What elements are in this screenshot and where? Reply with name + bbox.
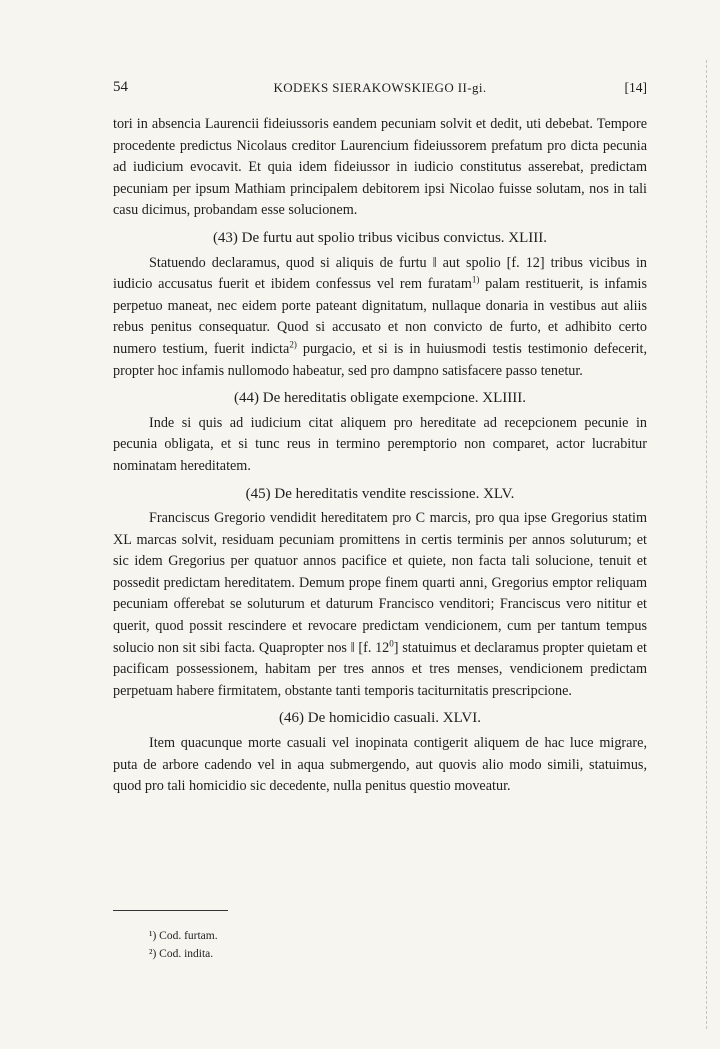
footnote-2: ²) Cod. indita. [149, 948, 214, 960]
paragraph-44: Inde si quis ad iudicium citat aliquem pro hereditate ad recepcionem pecunie in pecunia obligata, et si tunc reus in termino peremptorio non comparet, actor lucrabitur nominatam hereditatem. [113, 414, 647, 474]
section-heading-46: (46) De homicidio casuali. XLVI. [279, 710, 481, 727]
section-heading-44: (44) De hereditatis obligate exempcione. XLIIII. [234, 390, 526, 407]
paragraph-45-part-b: ] statuimus et declaramus propter quietam et pacificam possessionem, habitam per tres annos et tres menses, vendicionem predictam perpetuam habere firmitatem, obstante tanti temporis taciturnitatis prescripcione. [113, 639, 647, 699]
footnotes [149, 927, 218, 963]
section-heading-45: (45) De hereditatis vendite rescissione. XLV. [245, 485, 515, 502]
running-header [113, 79, 647, 99]
main-text [113, 114, 647, 798]
folio-superscript: 0 [389, 637, 394, 648]
page-edge-line [706, 60, 708, 1029]
paragraph-43-part-b: palam restituerit, is infamis perpetuo maneat, nec eidem porte pateant dignitatum, nullaque donaria in vestibus aut aliis rebus penitus consequatur. Quod si accusato et non convicto de furto, et adhibito certo numero testium, fuerit indicta [113, 276, 647, 357]
paragraph-45-part-a: Franciscus Gregorio vendidit hereditatem pro C marcis, pro qua ipse Gregorius statim XL marcas solvit, residuam pecuniam promittens in certis terminis per annos soluturum; et sic idem Gregorius per quatuor annos pacifice et quiete, non facta tali solucione, tenuit et possedit predictam hereditatem. Demum prope finem quarti anni, Gregorius emptor reliquam pecuniam offerebat se soluturum et daturum Francisco venditori; Franciscus vero nititur et querit, quod possit rescindere et revocare predictam vendicionem, cum per tantum tempus solucio non sit sibi facta. Quapropter nos ‖ [f. 12 [113, 510, 647, 656]
paragraph-43-part-a: Statuendo declaramus, quod si aliquis de furtu ‖ aut spolio [f. 12] tribus vicibus in iudicio accusatus fuerit et ibidem confessus vel rem furatam [113, 254, 647, 293]
paragraph-46: Item quacunque morte casuali vel inopinata contigerit aliquem de hac luce migrare, puta de arbore cadendo vel in aqua submergendo, aut quovis alio modo simili, statuimus, quod pro tali homicidio sic decedente, nulla penitus questio moveatur. [113, 735, 647, 795]
section-heading-43: (43) De furtu aut spolio tribus vicibus convictus. XLIII. [212, 229, 548, 246]
footnote-rule [113, 910, 228, 911]
running-title: KODEKS SIERAKOWSKIEGO II-gi. [273, 80, 487, 95]
paragraph-43-part-c: purgacio, et si is in huiusmodi testis testimonio defecerit, propter hoc infamis nullomodo habeatur, sed pro dampno satisfacere passo tenetur. [113, 340, 648, 379]
paragraph-continuation: tori in absencia Laurencii fideiussoris eandem pecuniam solvit et dedit, uti debebat. Tempore procedente predictus Nicolaus creditor Laurencium fideiussorem prefatum pro dicta pecunia ad iudicium evocavit. Et quia idem fideiussor in iudicio constitutus asserebat, predictam pecuniam per ipsum Mathiam principalem debitorem ipsi Nicolao fuisse solutam, nos in tali casu dicimus, probandam esse solucionem. [113, 116, 647, 219]
footnote-1: ¹) Cod. furtam. [149, 930, 218, 942]
section-marker: [14] [624, 80, 647, 95]
footnote-ref-2: 2) [289, 339, 297, 350]
paragraph-43 [113, 253, 647, 383]
page-number: 54 [113, 79, 128, 95]
footnote-ref-1: 1) [471, 274, 480, 285]
paragraph-45 [113, 508, 647, 702]
